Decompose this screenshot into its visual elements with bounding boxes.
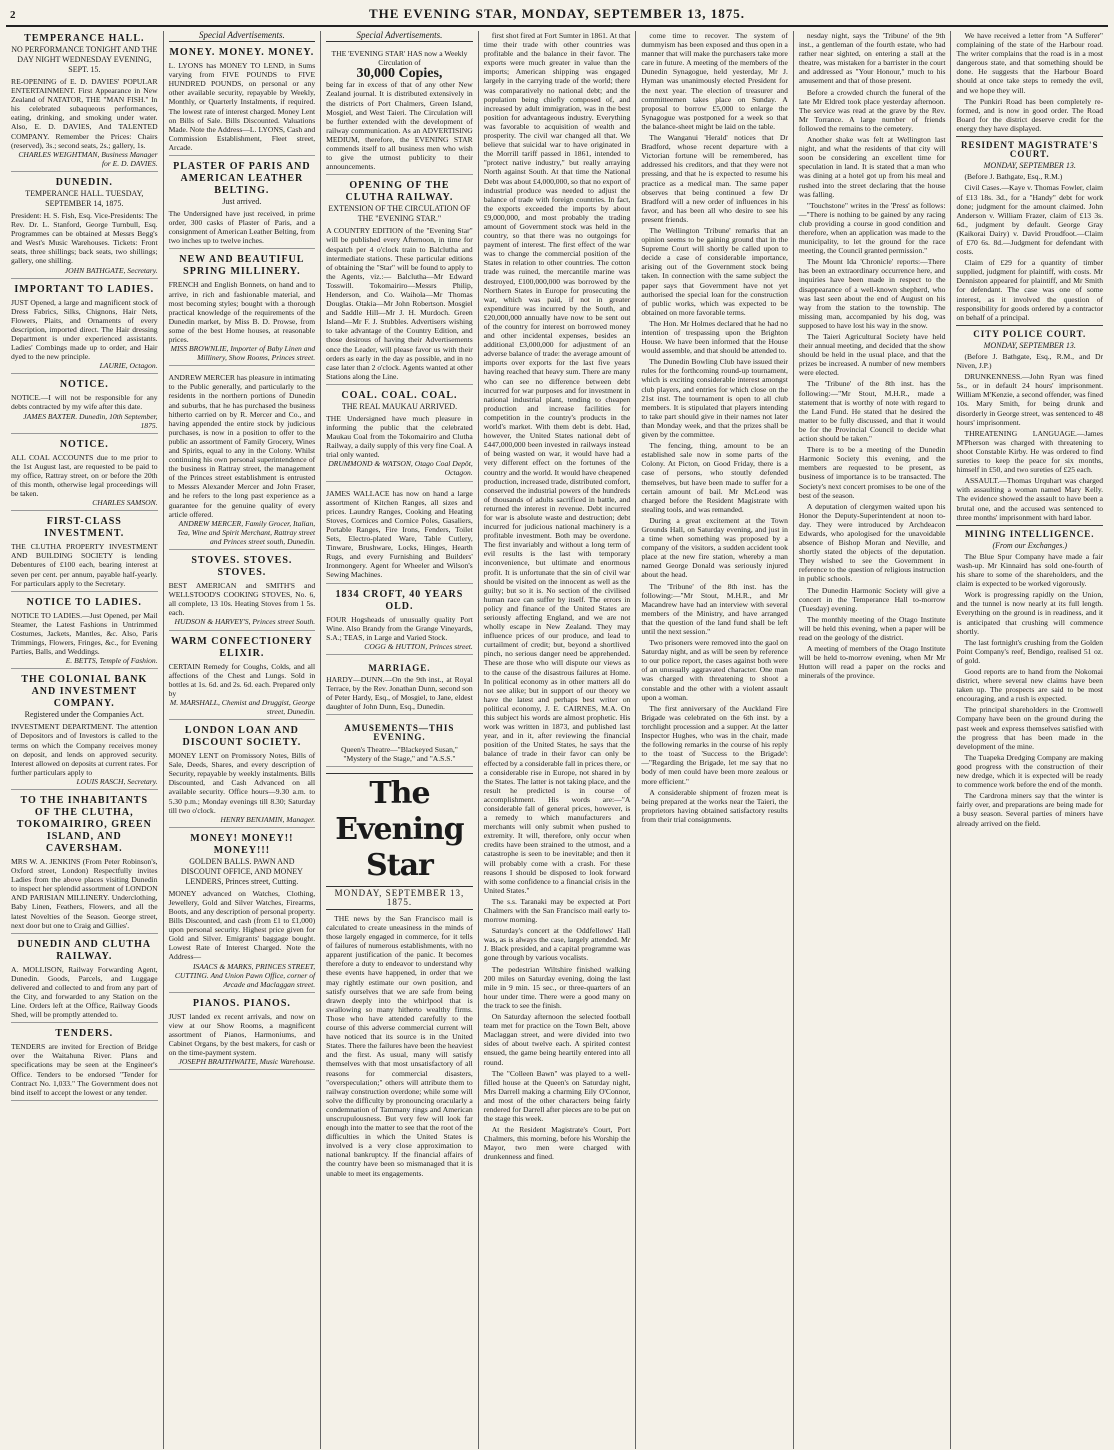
mining-body [956,552,1103,828]
article-paragraph: The pedestrian Wiltshire finished walking 200 miles on Saturday evening, doing the last mile in 9 min. 15 sec., or three-quarters of an hour under time. There were a good many on the track to see the finish. [483,964,631,1010]
clutha-sub: EXTENSION OF THE CIRCULATION OF THE "EVENING STAR." [328,204,471,224]
advertisement [169,831,316,993]
amusements-title: AMUSEMENTS—THIS EVENING. [344,723,455,743]
article-paragraph: Before a crowded church the funeral of the late Mr Eldred took place yesterday afternoon. The service was read at the grave by the Rev. Mr Torrance. A large number of friends followed the remains to the cemetery. [798,87,946,133]
article-paragraph: The 'Tribune' of the 8th inst. has the following:—"Mr Stout, M.H.R., made a statement that is worthy of note with regard to the Land Fund. He stated that he desired the matter to be fully discussed, and that it would be for the Provincial Council to decide what action should be taken." [798,379,946,444]
column-1 [6,31,164,1449]
col2-ads [169,45,316,1070]
nameplate: The Evening Star [326,773,473,887]
court-paragraph: Civil Cases.—Kaye v. Thomas Fowler, claim of £13 18s. 3d., for a "Handy" debt for work done; judgment for the amount claimed. John Anderson v. William Frazer, claim of £13 3s. 6d., judgment by default. George Gray (Kaikorai Dairy) v. David Proudfoot.—Claim of £70 6s. 8d.—Judgment for defendant with costs. [956,183,1104,257]
col1-ads [11,31,158,1101]
ad-signature: CHARLES WEIGHTMAN, Business Manager for E. D. DAVIES. [18,149,158,168]
court-paragraph: ASSAULT.—Thomas Urquhart was charged with assaulting a woman named Mary Kelly. The evidence showed the assault to have been a brutal one, and the accused was sentenced to three months' imprisonment with hard labor. [956,476,1104,522]
mining-paragraph: The Blue Spur Company have made a fair wash-up. Mr Kinnaird has sold one-fourth of his share to some of the shareholders, and the claim is expected to be worked vigorously. [956,551,1104,589]
coal-ad [326,388,473,482]
court-paragraph: Claim of £29 for a quantity of timber supplied, judgment for plaintiff, with costs. Mr Denniston appeared for plaintiff, and Mr Smith for defendant. The case was one of some interest, as it involved the question of responsibility for goods ordered by a contractor on behalf of a principal. [956,258,1104,322]
ad-subtitle: Registered under the Companies Act. [24,710,144,720]
advertisement [169,553,316,630]
ad-subtitle: Just arrived. [222,197,262,207]
ad-title: FIRST-CLASS INVESTMENT. [44,516,125,540]
ad-title: NEW AND BEAUTIFUL SPRING MILLINERY. [179,254,305,278]
ad-body: President: H. S. Fish, Esq. Vice-Presidents: The Rev. Dr. L. Stanford, George Turnbull, Esq. Programmes can be obtained at Messrs Begg's and West's Music Warehouses. Tickets: Front seats, three shillings; back seats, two shillings; gallery, one shilling. [11,210,158,266]
ad-body: INVESTMENT DEPARTMENT. The attention of Depositors and of Investors is called to the terms on which the Company receives money on deposit, and lends on approved security. Interest allowed on deposits at current rates. For further particulars apply to [11,722,158,777]
ad-subtitle: GOLDEN BALLS. PAWN AND DISCOUNT OFFICE, AND MONEY LENDERS, Princes street, Cutting. [180,856,303,886]
ad-signature: ANDREW MERCER, Family Grocer, Italian, Tea, Wine and Spirit Merchant, Rattray street and Princes street south, Dunedin. [177,518,316,546]
ad-signature: JOHN BATHGATE, Secretary. [64,265,158,275]
wine-ad [326,587,473,655]
ad-body: ALL COAL ACCOUNTS due to me prior to the 1st August last, are requested to be paid to my office, Rattray street, on or before the 20th of this month, otherwise legal proceedings will be taken. [11,452,158,499]
col2-head: Special Advertisements. [169,31,316,42]
ad-title: DUNEDIN. [55,176,113,188]
col4-body [484,31,631,1162]
amusements-notice [326,718,473,766]
ad-body: THE CLUTHA PROPERTY INVESTMENT AND BUILDING SOCIETY is lending Debentures of £100 each, bearing interest at seven per cent. per annum, payable half-yearly. For particulars apply to the Secretary. [11,542,158,588]
ad-signature: HUDSON & HARVEY'S, Princes street South. [174,617,316,627]
ad-signature: CHARLES SAMSON. [92,498,158,508]
wallace-ad [326,485,473,584]
advertisement [11,793,158,934]
rm-court-date: MONDAY, SEPTEMBER 13. [983,161,1076,171]
rm-court-title: RESIDENT MAGISTRATE'S COURT. [961,140,1099,160]
advertisement [169,252,316,366]
article-paragraph: come time to recover. The system of dummyism has been exposed and thus open in a manner that will make the purchasers take more care in future. A meeting of the members of the Dunedin Synagogue, held yesterday, Mr J. Hyman was unanimously elected President for the next year. The election of treasurer and committeemen takes place on Sunday. A proposal to borrow £5,000 to enlarge the Synagogue was postponed for a week so that the balance-sheet might be laid on the table. [641,31,788,131]
mining-paragraph: The Cardrona miners say that the winter is fairly over, and preparations are being made for a busy season. Several parties of miners have already arrived on the field. [956,791,1104,828]
advertisement [169,369,316,550]
court-paragraph: (Before J. Bathgate, Esq., R.M.) [964,172,1063,182]
article-paragraph: nesday night, says the 'Tribune' of the 9th inst., a gentleman of the fourth estate, who had rather near sighted, on entering a stall at the theatre, was mistaken for a barrister in the court and addressed as "Your Honour," much to his amusement and that of those present. [798,31,946,86]
ad-body: JUST Opened, a large and magnificent stock of Dress Fabrics, Silks, Chignons, Hair Nets, Flowers, Plaits, and Ornaments of every description, imported direct. The Hair dressing Department is under experienced assistants. Ladies' Combings made up to order, and Hair dyed to the new principle. [11,297,158,362]
ad-body: BEST AMERICAN and SMITH'S and WELLSTOOD'S COOKING STOVES, No. 6, all complete, 13 10s. Heating Stoves from 1 5s. each. [168,581,316,618]
ad-body: ANDREW MERCER has pleasure in intimating to the Public generally, and particularly to the residents in the northern portions of Dunedin and suburbs, that he has purchased the business hitherto carried on by R. Mercer and Co., and having appended the entire stock by judicious purchases, is now in a position to offer to the public an assortment of Family Grocery, Wines and Spirits, equal to any in the Colony. Whilst continuing his own personal superintendence of the business in Rattray street, the management of the Princes street establishment is entrusted to Messrs Alexander Mercer and John Fraser, and he refers to the long past experience as a guarantee for the genuine quality of every article offered. [168,373,316,519]
ad-title: WARM CONFECTIONERY ELIXIR. [170,635,313,659]
article-paragraph: During a great excitement at the Town Grounds Hall, on Saturday evening, and just in a time when something was proposed by a company of the visitors, a sudden accident took place at the new fire station, whereby a man named George Donald was seriously injured about the head. [641,515,788,580]
advertisement [11,937,158,1024]
clutha-title: OPENING OF THE CLUTHA RAILWAY. [345,180,454,204]
advertisement [169,159,316,249]
column-4 [479,31,637,1449]
mining-paragraph: Good reports are to hand from the Nokomai district, where several new claims have been taken up. The prospects are said to be most encouraging, and a rush is expected. [956,667,1104,704]
article-paragraph: There is to be a meeting of the Dunedin Harmonic Society this evening, and the members are requested to be present, as business of importance is to be transacted. The Society's next concert promises to be one of the best of the season. [798,445,946,500]
ad-title: MONEY! MONEY!! MONEY!!! [190,832,294,856]
wallace-body: JAMES WALLACE has now on hand a large assortment of Kitchen Ranges, all sizes and prices. Laundry Ranges, Cooking and Heating Stoves, Cornices and Cornice Poles, Gasaliers, Portable Ranges, Fire Irons, Fenders, Toilet Sets, Electro-plated Ware, Table Cutlery, Tinware, Brushware, Locks, Hinges, Hearth Rugs, and every Furnishing and Builders' Ironmongery. Agent for Wheeler and Wilson's Sewing Machines. [326,488,473,580]
ad-title: STOVES. STOVES. STOVES. [191,555,293,579]
article-paragraph: Saturday's concert at the Oddfellows' Hall was, as is always the case, largely attended. Mr J. Black presided, and a capital programme was gone through by various vocalists. [483,926,631,963]
police-court-body [956,352,1103,522]
column-3 [321,31,479,1449]
columns [6,31,1108,1449]
marriage-body: HARDY—DUNN.—On the 9th inst., at Royal Terrace, by the Rev. Jonathan Dunn, second son of Peter Hardy, Esq., of Mosgiel, to Jane, eldest daughter of John Dunn, Esq., Dunedin. [326,674,473,712]
ad-body: NOTICE.—I will not be responsible for any debts contracted by my wife after this date. [11,393,158,412]
article-paragraph: A considerable shipment of frozen meat is being prepared at the works near the Taieri, the proprietors having obtained satisfactory results from their trial consignments. [641,787,788,824]
divider [956,525,1103,526]
marriage-notice [326,658,473,715]
divider [956,325,1103,326]
ad-title: LONDON LOAN AND DISCOUNT SOCIETY. [182,725,302,749]
mining-title: MINING INTELLIGENCE. [964,528,1095,539]
advertisement [169,723,316,828]
ad-body: MONEY advanced on Watches, Clothing, Jewellery, Gold and Silver Watches, Firearms, Boots, and any description of personal property. Bills Discounted, and cash (from £1 to £1,000) upon personal security. Highest price given for Gold and Silver. Emigrants' baggage bought. Lowest Rate of Interest Charged. Note the Address— [168,888,316,962]
ad-subtitle: NO PERFORMANCE TONIGHT AND THE DAY NIGHT WEDNESDAY EVENING, SEPT. 15. [11,45,158,74]
ad-signature: MISS BROWNLIE, Importer of Baby Linen and Millinery, Show Rooms, Princes street. [170,344,316,363]
article-paragraph: The 'Tribune' of the 8th inst. has the following:—"Mr Stout, M.H.R., and Mr Macandrew have had an interview with several members of the Ministry, and have arranged that the question of the land fund shall be left until the next session." [641,581,788,636]
advertisement [169,996,316,1071]
article-paragraph: The Dunedin Bowling Club have issued their rules for the forthcoming round-up tournament, which is exciting considerable interest amongst club players, and entries for which close on the 21st inst. The tournament is open to all club members. It is stipulated that players intending to take part should give in their names not later than Monday week, and that the prizes shall be given by the committee. [641,357,788,440]
copies-after: being far in excess of that of any other New Zealand journal. It is distributed extensively in the districts of Port Chalmers, Green Island, Mosgiel, and West Taieri. The Circulation will be further extended with the development of railway communication. As an ADVERTISING MEDIUM, therefore, the EVENING STAR commends itself to all business men who wish to give the utmost publicity to their announcements. [326,80,473,172]
ad-title: NOTICE. [59,438,109,450]
column-6 [794,31,952,1449]
advertisement [11,514,158,591]
wine-sign: COGG & HUTTON, Princes street. [364,641,473,651]
circulation-ad [326,45,473,175]
article-paragraph: The first anniversary of the Auckland Fire Brigade was celebrated on the 6th inst. by a torchlight procession and a supper. At the latter Inspector Hughes, who was in the chair, made the following remarks in the course of his reply to the toast of 'Success to the Brigade':—"Regarding the Brigade, let me say that no body of men could have been more zealous or more efficient." [641,703,788,786]
court-paragraph: THREATENING LANGUAGE.—James M'Pherson was charged with threatening to shoot Constable Kirby. He was ordered to find sureties to keep the peace for six months, himself in £50, and two sureties of £25 each. [956,428,1104,475]
dateline: MONDAY, SEPTEMBER 13, 1875. [326,889,473,910]
ad-title: IMPORTANT TO LADIES. [14,283,155,295]
article-paragraph: The s.s. Taranaki may be expected at Port Chalmers with the San Francisco mail early to-morrow morning. [483,896,631,925]
coal-title: COAL. COAL. COAL. [341,389,458,401]
column-2 [164,31,322,1449]
police-court-date: MONDAY, SEPTEMBER 13. [983,340,1076,350]
advertisement [11,595,158,670]
ad-title: NOTICE. [59,379,109,391]
article-paragraph: A deputation of clergymen waited upon his Honor the Deputy-Superintendent at noon to-day. They were introduced by Archdeacon Edwards, who apologised for the unavoidable absence of Bishop Moran and Neville, and shortly stated the objects of the deputation. They wished to see the Government in reference to the question of religious instruction in public schools. [798,501,946,584]
article-paragraph: The "Colleen Bawn" was played to a well-filled house at the Queen's on Saturday night, Mrs Darrell making a charming Eily O'Connor, and most of the other characters being fairly rendered for Darrell after pieces are to be put on the stage this week. [483,1068,631,1124]
ad-signature: M. MARSHALL, Chemist and Druggist, George street, Dunedin. [169,697,316,716]
article-paragraph: Another shake was felt at Wellington last night, and what the residents of that city will soon be considering an excellent time for speculation in land. It is stated that a man who was dining at a hotel got up from his meal and rushed into the street declaring that the house was falling. [798,135,946,199]
col6-body [799,31,946,680]
ad-subtitle: TEMPERANCE HALL. TUESDAY, SEPTEMBER 14, 1875. [25,188,144,208]
article-paragraph: The Wanganui 'Herald' notices that Dr Bradford, whose recent departure with a Victorian fortune will be remembered, has addressed his creditors, and that they were not pressing, and that he is expected to resume his practice as a medical man. The same paper observes that being continued a few Dr Bradford will a new order of influences in his favor, and has been all who desire to see his present friends. [641,133,788,224]
article-paragraph: "Touchstone" writes in the 'Press' as follows:—"There is nothing to be gained by any racing club providing a course in good condition and therefore, when an application was made to the municipality, to let the ground for the race meeting, the Council granted permission." [798,200,946,256]
copies-intro: THE 'EVENING STAR' HAS now a Weekly Circulation of [331,49,468,68]
coal-sign: DRUMMOND & WATSON, Otago Coal Depôt, Octagon. [328,459,473,478]
ad-signature: JOSEPH BRAITHWAITE, Music Warehouse. [178,1057,316,1067]
marriage-title: MARRIAGE. [368,662,431,673]
advertisement [169,45,316,156]
ad-signature: JAMES BAXTER. Dunedin, 10th September, 1875. [23,411,158,430]
col3-head: Special Advertisements. [326,31,473,42]
advertisement [11,1026,158,1101]
ad-body: JUST landed ex recent arrivals, and now on view at our Show Rooms, a magnificent assortment of Pianos, Harmoniums, and Cabinet Organs, by the best makers, for cash or on the time-payment system. [168,1011,316,1058]
article-paragraph: We have received a letter from "A Sufferer" complaining of the state of the Harbour road. The writer complains that the road is in a most dangerous state, and that something should be done. He suggests that the Harbour Board should at once take steps to remedy the evil, and we hope they will. [956,31,1104,95]
clutha-body: A COUNTRY EDITION of the "Evening Star" will be published every Afternoon, in time for despatch per 4 o'clock train to Balclutha and intermediate stations. These particular editions of obtaining the "Star" will be found to apply to the Agents, viz.:— Balclutha—Mr Edward Tosswill. Tokomairiro—Messrs Philip, Henderson, and Co. Waihola—Mr Thomas Douglas. Otakia—Mr John Robertson. Mosgiel and Saddle Hill—Mr J. H. Murdoch. Green Island—Mr F. J. Stubbles. Advertisers wishing to take advantage of the Country Edition, and those desirous of having their Advertisements once the Leader, will please favor us with their orders as early in the day as possible, and in no case later than 2 o'clock. Agents wanted at other Stations along the Line. [326,226,473,381]
court-paragraph: (Before J. Bathgate, Esq., R.M., and Dr Niven, J.P.) [956,352,1104,371]
court-paragraph: DRUNKENNESS.—John Ryan was fined 5s., or in default 24 hours' imprisonment. William M'Kenzie, a second offender, was fined 10s. Mary Smith, for being drunk and disorderly in George street, was sentenced to 48 hours' imprisonment. [956,372,1104,427]
leader-article: THE news by the San Francisco mail is calculated to create uneasiness in the minds of those largely engaged in commerce, for it tells of failures of numerous establishments, with no apparent justification of the panic. It becomes therefore a duty to endeavor to understand why these events have happened, in order that we may rightly estimate our own position, and satisfy ourselves that we are safe from being drawn deeply into the whirlpool that is swallowing so many hitherto wealthy firms. Those who have attended carefully to the course of this adverse commercial current will have noticed that its source is in the United States. There the failures have been the heaviest and the first. As usual, many will satisfy themselves with that most unsatisfactory of all reasons for commercial disasters, "overspeculation;" others will attribute them to railway construction overdone; while some will solve the difficulty by pronouncing oracularly a condemnation of Tammany rings and American unscrupulousness. But very few will look far enough into the matter to see that the root of the difficulties in which the United States is involved is a very close approximation to national bankruptcy. If the financial affairs of the country have been so mismanaged that it is unable to meet its engagements. [326,913,473,1178]
rm-court-body [956,172,1103,322]
clutha-ad [326,178,473,385]
copies-count: 30,000 Copies, [356,66,443,82]
ad-body: CERTAIN Remedy for Coughs, Colds, and all affections of the Chest and Lungs. Sold in bottles at 1s. 6d. and 2s. 6d. each. Prepared only by [168,661,316,698]
mining-paragraph: Work is progressing rapidly on the Union, and the tunnel is now nearly at its full length. Everything on the ground is in readiness, and it is anticipated that crushing will commence shortly. [956,590,1104,636]
ad-body: MRS W. A. JENKINS (From Peter Robinson's, Oxford street, London) Respectfully invites Ladies from the above places visiting Dunedin to inspect her splendid assortment of LONDON AND PARISIAN MILLINERY. Underclothing, Baby Linen, Feathers, Flowers, and all the latest Novelties of the Season. George street, next door but one to Craig and Gillies'. [11,856,158,930]
ad-title: PLASTER OF PARIS AND AMERICAN LEATHER BELTING. [173,161,311,197]
col7-body [956,31,1103,133]
ad-body: TENDERS are invited for Erection of Bridge over the Waitahuna River. Plans and specifications may be seen at the Engineer's Office. Tenders to be endorsed "Tender for Contract No. 1,033." The Government does not bind itself to accept the lowest or any tender. [11,1042,158,1097]
article-paragraph: At the Resident Magistrate's Court, Port Chalmers, this morning, before his Worship the Mayor, two men were charged with drunkenness and fined. [483,1125,631,1162]
coal-body: THE Undersigned have much pleasure in informing the public that the celebrated Maukau Coal from the Tokomairiro and Clutha Railway, a daily supply of this very fine Coal. A trial only wanted. [326,413,473,460]
police-court-title: CITY POLICE COURT. [973,328,1087,339]
ad-signature: LOUIS RASCH, Secretary. [76,776,158,786]
article-paragraph: The Hon. Mr Holmes declared that he had no intention of trespassing upon the Brighton House. We have been informed that the House would assemble, and that should be attended to. [641,318,788,356]
article-paragraph: The monthly meeting of the Otago Institute will be held this evening, when a paper will be read on the geology of the district. [798,614,946,642]
ad-title: TO THE INHABITANTS OF THE CLUTHA, TOKOMAIRIRO, GREEN ISLAND, AND CAVERSHAM. [16,794,152,854]
advertisement [11,175,158,279]
advertisement [11,377,158,433]
wine-body: FOUR Hogsheads of unusually quality Port Wine. Also Brandy from the Grange Vineyards, S.A.; TEAS, in Large and Varied Stock. [326,614,473,642]
masthead-title: THE EVENING STAR, MONDAY, SEPTEMBER 13, 1875. [368,6,746,21]
ad-title: MONEY. MONEY. MONEY. [169,47,315,59]
ad-signature: LAURIE, Octagon. [99,361,158,371]
ad-body: The Undersigned have just received, in prime order, 300 casks of Plaster of Paris, and a consignment of American Leather Belting, from two inches up to twelve inches. [168,209,316,246]
article-paragraph: The Dunedin Harmonic Society will give a concert in the Temperance Hall to-morrow (Tuesday) evening. [798,585,946,613]
ad-title: PIANOS. PIANOS. [192,997,291,1009]
article-paragraph: first shot fired at Fort Sumter in 1861. At that time their trade with other countries was profitable and the balance in their favor. The exports were much greater in value than the imports; American shipping was engaged largely in the carrying trade of the world; there was comparatively no national debt; and the population being chiefly composed of, and increased by adult immigration, was in the best position for advantageous industry. Everything was favorable to acquisition of wealth and prosperity. The civil war changed all that. We believe that suicidal war to have originated in the Morrill tariff passed in 1861, intended to "protect native industry," but really arraying North against South. At that time the National Debt was about £4,000,000, so that no export of industrial produce was needed to adjust the balance of trade with foreign countries. In fact, the exports exceeded the imports by about £9,000,000, and most probably the trading amount of Government stock was held in the country, so that there was no outgoings for payment of interest. The first effect of the war was to change the commercial position of the States in relation to other countries. The cotton trade was ruined, the mercantile marine was destroyed, £100,000,000 was borrowed by the Northern States in Europe for prosecuting the war, which was paid, if not in greater expenditure was incurred by the South, and £20,000,000 annually have now to be sent out of the country for interest on borrowed money and other incidental expenses, besides an additional £3,000,000 for adjustment of an adverse balance of trade: the average amount of imports over exports for the last five years having reached that heavy sum. There are many who can see no difference between debt incurred for war purposes and for investment in national industrial plant, tending to cheapen production and increase facilities for competition in the country's products in the world's market. With them debt is debt. Had, however, the United States national debt of £447,000,000 been invested in railways instead of being wasted on war, it would have had a very different effect on the fortunes of the country and the world. It would have cheapened production, increased trade, distributed comfort, conserved the industrial powers of the hundreds of thousands of adults sacrificed in battle, and returned the interest in revenue. Debt incurred for war is absolute waste and destruction; debt incurred for judicious national machinery is a profitable investment. Both may be overdone. The first invariably and without a long term of evil results is the last with temporary inconvenience, but ultimate and enormous profit. It is unfortunate that the sin of civil war should be visited on the innocent as well as the guilty; but so it is. No section of the civilised human race can suffer by itself. The errors in policy and finance of the United States are seriously affecting England, and we are not wholly escape in New Zealand. They may influence prices of our produce, and lead to curtailment of credit; but, beyond a shortlived pinch, no serious danger need be apprehended. These are those who will dispute our views as to the cause of the disastrous failures at Home. In political economy as in other matters all do not see alike; but in support of our theory we have the latest and perhaps best writer on political economy, J. E. CAIRNES, M.A. On this subject his words are almost prophetic. His work was written in 1873, and published last year, and in it, after reviewing the financial position of the United States, he says that the balance of trade in their favor can only be effected by a considerable fall in prices there, or a considerable rise in Europe, not shared in by the States. The latter is not taking place, and the result he predicted is in course of accomplishment. His words are:—"A considerable fall of general prices, however, is a remedy to which manufacturers and merchants will only submit when pushed to extremity. It will, therefore, only occur when credits have been strained to the utmost, and a catastrophe is seen to be inevitable; and then it will probably come with a crash. For these reasons I should be disposed to look forward with some confidence to a financial crisis in the United States." [483,31,631,895]
advertisement [169,634,316,721]
article-paragraph: On Saturday afternoon the selected football team met for practice on the Town Belt, above Maclaggan street, and were divided into two sides of about twelve each. A spirited contest ensued, the game being heartily entered into all round. [483,1012,631,1067]
ad-body: FRENCH and English Bonnets, on hand and to arrive, in rich and fashionable material, and most becoming styles; bought with a thorough practical knowledge of the requirements of the Dunedin market, by Miss B. D. Prowse, from some of the best Home houses, at reasonable prices. [168,280,316,344]
column-5 [636,31,794,1449]
ad-body: NOTICE TO LADIES.—Just Opened, per Mail Steamer, the Latest Fashions in Untrimmed Costumes, Jackets, Mantles, &c. Also, Paris Trimmings, Flowers, Fringes, &c., for Evening Parties, Balls, and Weddings. [11,610,158,657]
page-number: 2 [10,9,16,21]
ad-signature: HENRY BENJAMIN, Manager. [220,814,316,824]
ad-signature: E. BETTS, Temple of Fashion. [65,656,158,666]
mining-sub: (From our Exchanges.) [992,540,1068,550]
ad-body: MONEY LENT on Promissory Notes, Bills of Sale, Deeds, Shares, and every description of Security, repayable by weekly instalments. Bills Discounted, and Cash Advanced on all available security. Office hours—9.30 a.m. to 5.30 p.m.; Monday evenings till 8.30; Saturday till two o'clock. [168,751,316,815]
advertisement [11,31,158,172]
article-paragraph: The Taieri Agricultural Society have held their annual meeting, and decided that the show should be held in the usual place, and that the prizes be increased. A number of new members were elected. [798,332,946,378]
column-7 [951,31,1108,1449]
amusements-body: Queen's Theatre—"Blackeyed Susan," "Mystery of the Stage," and "A.S.S." [341,744,458,763]
advertisement [11,437,158,512]
ad-body: RE-OPENING of E. D. DAVIES' POPULAR ENTERTAINMENT. First Appearance in New Zealand of NATATOR, THE "MAN FISH." In his celebrated subaqueous performances, eating, drinking, and smoking under water. Also, E. D. DAVIES, And TALENTED COMPANY. Remember the Prices: Chairs (reserved), 3s.; second seats, 2s.; gallery, 1s. [11,77,158,150]
advertisement [11,672,158,790]
masthead [6,4,1108,27]
col5-body [641,31,788,824]
article-paragraph: The Mount Ida 'Chronicle' reports:—There has been an extraordinary occurrence here, and inquiries have been made in respect to the disappearance of a well-known shepherd, who was last seen about the end of August on his way from the station to the township. The missing man, accompanied by his dog, was supposed to have lost his way in the snow. [798,257,946,330]
article-paragraph: The fencing, thing, amount to be an established sale now in some parts of the Colony. At Picton, on Good Friday, there is a case of persons, who stoutly defended themselves, but have been made to suffer for a certain amount of bail. Mr McLeod was charged before the Resident Magistrate with stealing tools, and was remanded. [641,441,788,514]
mining-paragraph: The principal shareholders in the Cromwell Company have been on the ground during the past week and express themselves satisfied with the progress that has been made in the development of the mine. [956,705,1104,751]
ad-title: THE COLONIAL BANK AND INVESTMENT COMPANY. [21,674,148,710]
ad-body: A. MOLLISON, Railway Forwarding Agent, Dunedin. Goods, Parcels, and Luggage delivered and collected to and from any part of the City, and forwarded to any Station on the Line. Orders left at the Office, Railway Goods Shed, will be promptly attended to. [11,964,158,1020]
ad-body: L. LYONS has MONEY TO LEND, in Sums varying from FIVE POUNDS to FIVE HUNDRED POUNDS, on personal or any other available security, repayable by Weekly, Monthly, or Quarterly Instalments, if required. The lowest rate of interest charged. Money Lent on Bills of Sale. Bills Discounted. Valuations Made. Note the Address—L. LYONS, Cash and Commission Establishment, Fleet street, Arcade. [168,61,316,152]
article-paragraph: The Wellington 'Tribune' remarks that an opinion seems to be gaining ground that in the Supreme Court will shortly be called upon to decide a case of considerable importance, arising out of the Government stock being taken. In connection with the same subject the paper says that Government have not yet authorised the special loan for the construction of public works, which was expected to be obtained on more favorable terms. [641,225,788,317]
ad-signature: ISAACS & MARKS, PRINCES STREET, CUTTING. And Union Pawn Office, corner of Arcade and Maclaggan street. [174,961,316,989]
article-paragraph: The Punkiri Road has been completely re-formed, and is now in good order. The Road Board for the district deserve credit for the energy they have displayed. [956,96,1104,133]
article-paragraph: Two prisoners were removed into the gaol on Saturday night, and as will be seen by reference to our police report, the cases against both were of an unusually aggravated character. One man was charged with threatening to shoot a constable and the other with a violent assault upon a woman. [641,638,788,702]
ad-title: TENDERS. [55,1028,114,1040]
mining-paragraph: The last fortnight's crushing from the Golden Point Company's reef, Bendigo, realised 51 oz. of gold. [956,637,1104,665]
ad-title: DUNEDIN AND CLUTHA RAILWAY. [17,938,152,962]
divider [956,136,1103,137]
mining-paragraph: The Tuapeka Dredging Company are making good progress with the construction of their new dredge, which it is expected will be ready to commence work before the end of the month. [956,752,1104,790]
wine-title: 1834 CROFT, 40 YEARS OLD. [335,588,464,612]
advertisement [11,282,158,375]
ad-title: TEMPERANCE HALL. [24,33,145,44]
ad-title: NOTICE TO LADIES. [26,596,142,608]
article-paragraph: A meeting of members of the Otago Institute will be held to-morrow evening, when Mr Mr Hutton will read a paper on the rocks and minerals of the province. [798,644,946,681]
coal-sub: THE REAL MAUKAU ARRIVED. [341,401,458,411]
